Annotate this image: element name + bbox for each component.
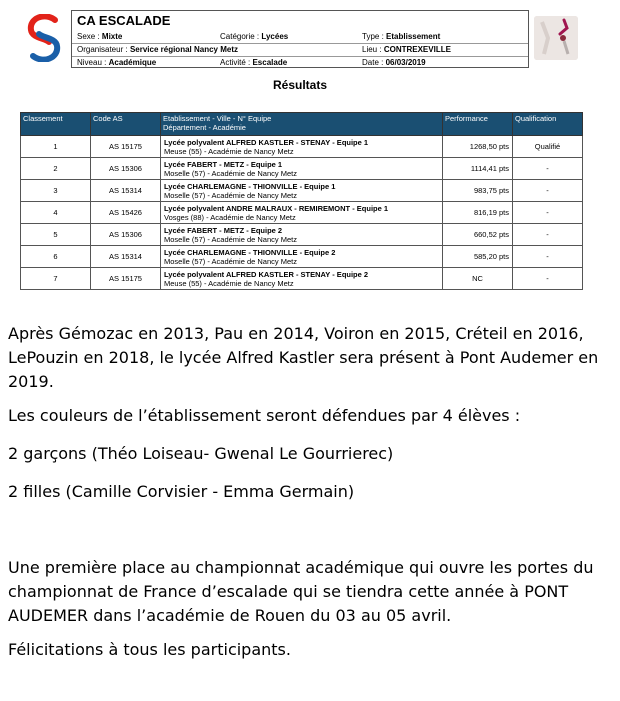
cell-rank: 6 [21,246,91,268]
paragraph-team-intro: Les couleurs de l’établissement seront défendues par 4 élèves : [8,406,521,425]
header-etab: Etablissement - Ville - N° Equipe Département - Académie [161,113,443,136]
cell-code: AS 15175 [91,136,161,158]
cell-code: AS 15306 [91,158,161,180]
results-table [20,112,583,290]
cell-code: AS 15314 [91,180,161,202]
table-row [21,158,583,180]
cell-perf: 1114,41 pts [443,158,513,180]
etab-name: Lycée FABERT - METZ - Equipe 2 [164,225,283,235]
cell-etab [161,224,443,246]
cell-rank: 4 [21,202,91,224]
table-row [21,136,583,158]
cell-perf: 1268,50 pts [443,136,513,158]
cell-rank: 1 [21,136,91,158]
etab-dept: Moselle (57) - Académie de Nancy Metz [164,190,297,200]
paragraph-boys: 2 garçons (Théo Loiseau- Gwenal Le Gourrierec) [8,444,394,463]
etab-dept: Vosges (88) - Académie de Nancy Metz [164,212,296,222]
type-field: Type : Etablissement [362,32,441,41]
cell-etab [161,268,443,290]
etab-dept: Moselle (57) - Académie de Nancy Metz [164,256,297,266]
organisateur-field: Organisateur : Service régional Nancy Metz [77,45,238,54]
table-row [21,224,583,246]
etab-name: Lycée FABERT - METZ - Equipe 1 [164,159,283,169]
etab-name: Lycée CHARLEMAGNE - THIONVILLE - Equipe 1 [164,181,336,191]
cell-qualif: - [513,158,583,180]
cell-perf: 816,19 pts [443,202,513,224]
activite-field: Activité : Escalade [220,58,288,67]
lieu-field: Lieu : CONTREXEVILLE [362,45,451,54]
etab-name: Lycée polyvalent ALFRED KASTLER - STENAY - Equipe 1 [164,137,369,147]
etab-name: Lycée polyvalent ANDRE MALRAUX - REMIREMONT - Equipe 1 [164,203,389,213]
cell-rank: 3 [21,180,91,202]
event-title: CA ESCALADE [77,13,171,28]
paragraph-congrats: Félicitations à tous les participants. [8,640,291,659]
header-code: Code AS [91,113,161,136]
categorie-field: Catégorie : Lycées [220,32,289,41]
sexe-field: Sexe : Mixte [77,32,123,41]
cell-code: AS 15175 [91,268,161,290]
results-title: Résultats [272,78,328,92]
cell-perf: 585,20 pts [443,246,513,268]
cell-rank: 7 [21,268,91,290]
etab-dept: Meuse (55) - Académie de Nancy Metz [164,146,294,156]
unss-logo-icon [25,14,63,62]
cell-perf: 660,52 pts [443,224,513,246]
header-qualif: Qualification [513,113,583,136]
etab-dept: Meuse (55) - Académie de Nancy Metz [164,278,294,288]
table-row [21,246,583,268]
cell-perf: NC [443,268,513,290]
event-header [71,10,529,68]
cell-etab [161,246,443,268]
etab-dept: Moselle (57) - Académie de Nancy Metz [164,168,297,178]
paragraph-championship: Une première place au championnat académique qui ouvre les portes du championnat de France d’escalade qui se tiendra cette année à PONT AUDEMER dans l’académie de Rouen du 03 au 05 avril. [8,558,594,625]
table-row [21,268,583,290]
cell-etab [161,136,443,158]
cell-qualif: - [513,202,583,224]
paragraph-girls: 2 filles (Camille Corvisier - Emma Germain) [8,482,355,501]
header-rank: Classement [21,113,91,136]
cell-etab [161,158,443,180]
table-header-row [21,113,583,136]
etab-name: Lycée polyvalent ALFRED KASTLER - STENAY - Equipe 2 [164,269,369,279]
cell-code: AS 15314 [91,246,161,268]
cell-rank: 5 [21,224,91,246]
paragraph-history: Après Gémozac en 2013, Pau en 2014, Voiron en 2015, Créteil en 2016, LePouzin en 2018, le lycée Alfred Kastler sera présent à Pont Audemer en 2019. [8,324,599,391]
cell-perf: 983,75 pts [443,180,513,202]
table-row [21,202,583,224]
cell-qualif: - [513,180,583,202]
cell-code: AS 15426 [91,202,161,224]
cell-qualif: - [513,224,583,246]
date-field: Date : 06/03/2019 [362,58,426,67]
etab-name: Lycée CHARLEMAGNE - THIONVILLE - Equipe 2 [164,247,336,257]
cell-qualif: - [513,268,583,290]
header-perf: Performance [443,113,513,136]
cell-etab [161,180,443,202]
cell-code: AS 15306 [91,224,161,246]
niveau-field: Niveau : Académique [77,58,157,67]
cell-qualif: - [513,246,583,268]
cell-qualif: Qualifié [513,136,583,158]
cell-rank: 2 [21,158,91,180]
cell-etab [161,202,443,224]
climber-badge-icon [534,16,578,60]
etab-dept: Moselle (57) - Académie de Nancy Metz [164,234,297,244]
table-row [21,180,583,202]
article-text [8,322,616,662]
